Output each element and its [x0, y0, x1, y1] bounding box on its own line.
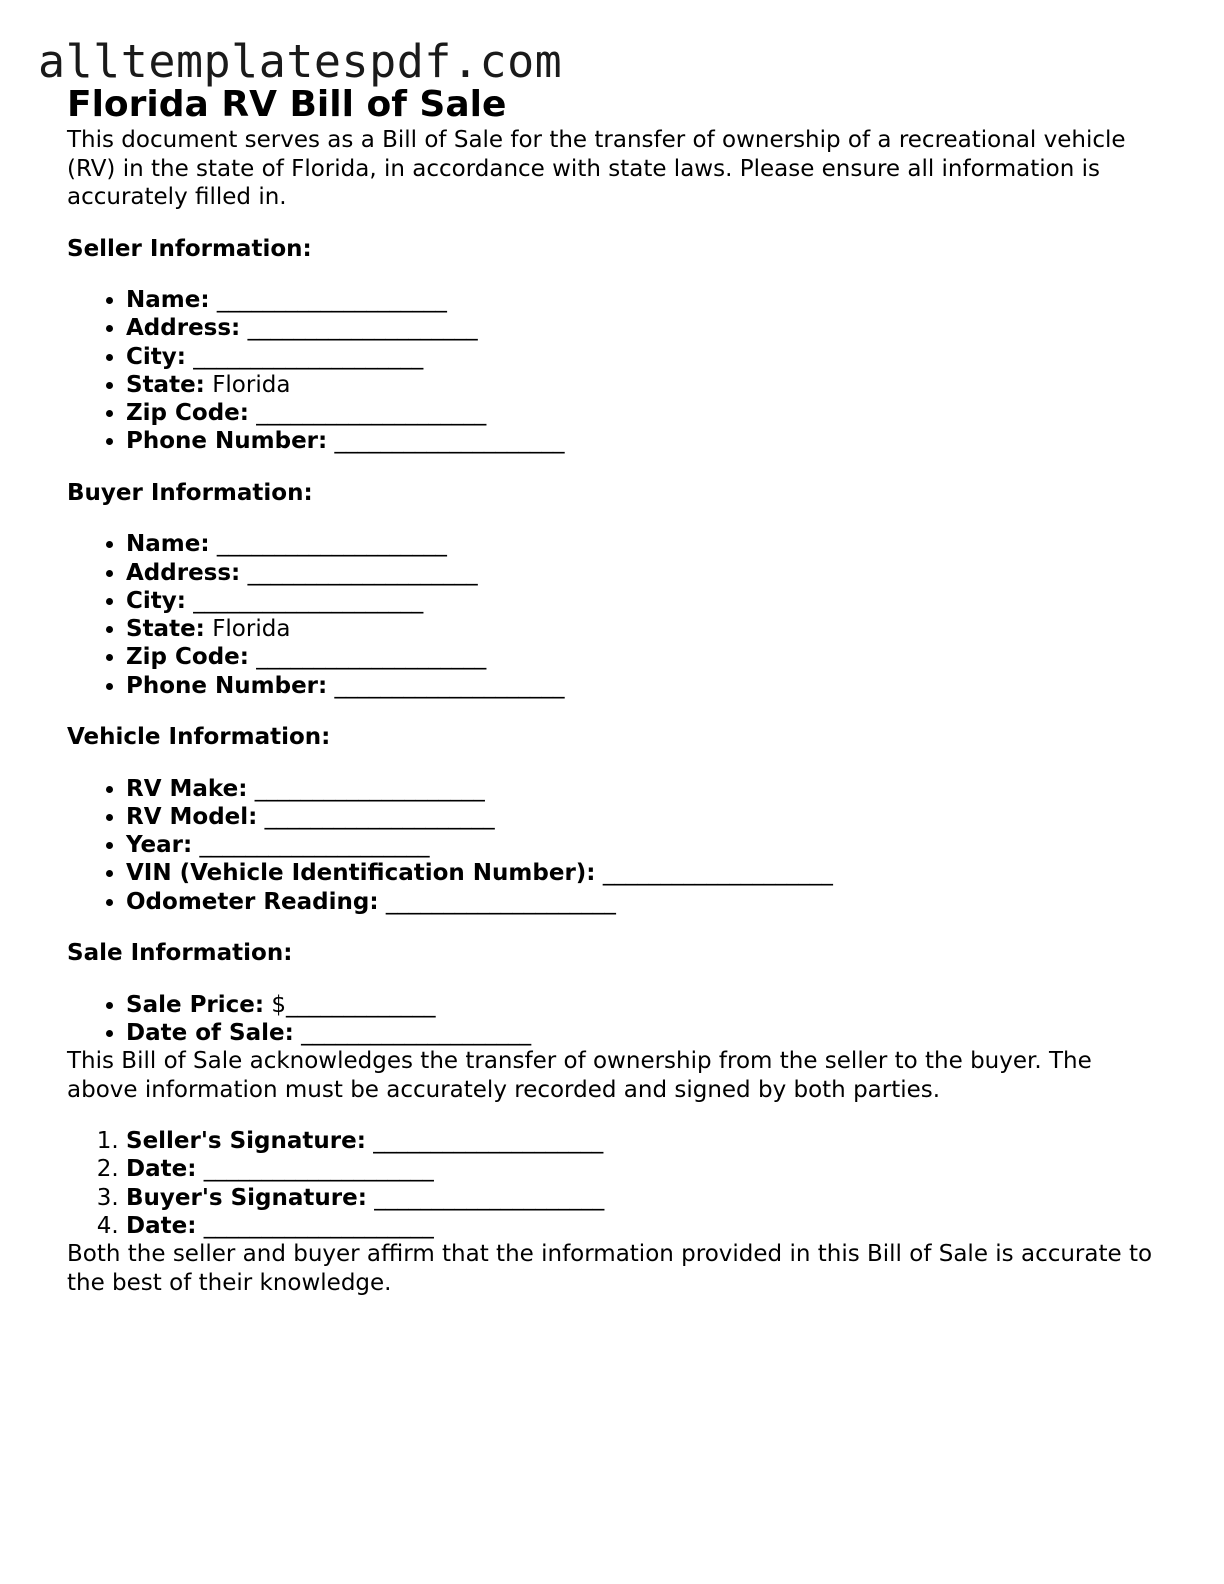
closing-paragraph: Both the seller and buyer affirm that the information provided in this Bill of Sale is accurate to the best of their knowledge. — [67, 1241, 1153, 1296]
field-blank[interactable]: ____________________ — [334, 428, 565, 455]
field-label: Zip Code: — [126, 400, 249, 427]
field-label: Year: — [126, 832, 193, 859]
vehicle-odometer-field — [126, 888, 1167, 916]
field-label: Date: — [126, 1156, 197, 1183]
field-blank[interactable]: $_____________ — [271, 991, 436, 1018]
field-label: Odometer Reading: — [126, 888, 379, 915]
buyer-signature-field — [126, 1184, 1167, 1212]
field-blank[interactable]: ____________________ — [602, 860, 833, 887]
field-label: VIN (Vehicle Identification Number): — [126, 860, 596, 887]
field-label: State: — [126, 371, 205, 398]
field-blank[interactable]: ____________________ — [374, 1184, 605, 1211]
field-label: Address: — [126, 559, 241, 586]
seller-section-heading: Seller Information: — [67, 235, 312, 262]
field-label: Zip Code: — [126, 644, 249, 671]
field-blank[interactable]: ____________________ — [247, 559, 478, 586]
seller-name-field — [126, 286, 1167, 314]
field-label: Name: — [126, 531, 210, 558]
seller-state-field — [126, 371, 1167, 399]
seller-date-field — [126, 1155, 1167, 1183]
field-label: RV Make: — [126, 775, 248, 802]
seller-city-field — [126, 343, 1167, 371]
field-label: Date: — [126, 1213, 197, 1240]
field-blank[interactable]: ____________________ — [203, 1156, 434, 1183]
vehicle-vin-field — [126, 859, 1167, 887]
seller-phone-field — [126, 427, 1167, 455]
buyer-state-field — [126, 615, 1167, 643]
field-label: Sale Price: — [126, 991, 265, 1018]
field-blank[interactable]: ____________________ — [256, 644, 487, 671]
field-blank[interactable]: ____________________ — [216, 531, 447, 558]
field-blank[interactable]: ____________________ — [254, 775, 485, 802]
vehicle-section-heading: Vehicle Information: — [67, 724, 331, 751]
buyer-zip-field — [126, 643, 1167, 671]
vehicle-field-list — [67, 775, 1167, 916]
seller-field-list — [67, 286, 1167, 456]
buyer-name-field — [126, 530, 1167, 558]
field-label: Buyer's Signature: — [126, 1184, 367, 1211]
field-label: Phone Number: — [126, 672, 328, 699]
field-blank[interactable]: ____________________ — [373, 1128, 604, 1155]
vehicle-year-field — [126, 831, 1167, 859]
field-blank[interactable]: ____________________ — [385, 888, 616, 915]
field-blank[interactable]: ____________________ — [193, 587, 424, 614]
buyer-date-field — [126, 1212, 1167, 1240]
field-blank[interactable]: ____________________ — [199, 832, 430, 859]
field-blank[interactable]: ____________________ — [264, 803, 495, 830]
seller-signature-field — [126, 1127, 1167, 1155]
buyer-address-field — [126, 559, 1167, 587]
sale-date-field — [126, 1019, 1167, 1047]
buyer-section-heading: Buyer Information: — [67, 479, 313, 506]
field-label: Phone Number: — [126, 428, 328, 455]
vehicle-make-field — [126, 775, 1167, 803]
field-blank[interactable]: ____________________ — [216, 287, 447, 313]
field-blank[interactable]: ____________________ — [247, 315, 478, 342]
signature-list — [67, 1127, 1167, 1240]
field-blank[interactable]: ____________________ — [256, 400, 487, 427]
buyer-field-list — [67, 530, 1167, 700]
field-label: State: — [126, 616, 205, 643]
field-value: Florida — [212, 371, 291, 398]
field-label: Address: — [126, 315, 241, 342]
field-label: RV Model: — [126, 803, 258, 830]
intro-paragraph: This document serves as a Bill of Sale for the transfer of ownership of a recreational vehicle (RV) in the state of Florida, in accordance with state laws. Please ensure all information is accurately filled in. — [67, 127, 1126, 210]
field-label: Date of Sale: — [126, 1019, 294, 1046]
watermark-text: alltemplatespdf.com — [38, 35, 563, 88]
document-title: Florida RV Bill of Sale — [67, 84, 507, 125]
vehicle-model-field — [126, 803, 1167, 831]
document-body — [67, 84, 1167, 1297]
acknowledgment-paragraph: This Bill of Sale acknowledges the transfer of ownership from the seller to the buyer. The above information must be accurately recorded and signed by both parties. — [67, 1048, 1092, 1103]
sale-field-list — [67, 991, 1167, 1048]
field-blank[interactable]: ____________________ — [334, 672, 565, 699]
buyer-phone-field — [126, 672, 1167, 700]
field-label: City: — [126, 343, 186, 370]
field-blank[interactable]: ____________________ — [203, 1213, 434, 1240]
field-label: City: — [126, 587, 186, 614]
seller-zip-field — [126, 399, 1167, 427]
buyer-city-field — [126, 587, 1167, 615]
sale-section-heading: Sale Information: — [67, 940, 293, 967]
sale-price-field — [126, 991, 1167, 1019]
field-blank[interactable]: ____________________ — [193, 343, 424, 370]
field-value: Florida — [212, 616, 291, 643]
field-blank[interactable]: ____________________ — [301, 1019, 532, 1046]
seller-address-field — [126, 314, 1167, 342]
field-label: Name: — [126, 287, 210, 313]
field-label: Seller's Signature: — [126, 1128, 366, 1155]
